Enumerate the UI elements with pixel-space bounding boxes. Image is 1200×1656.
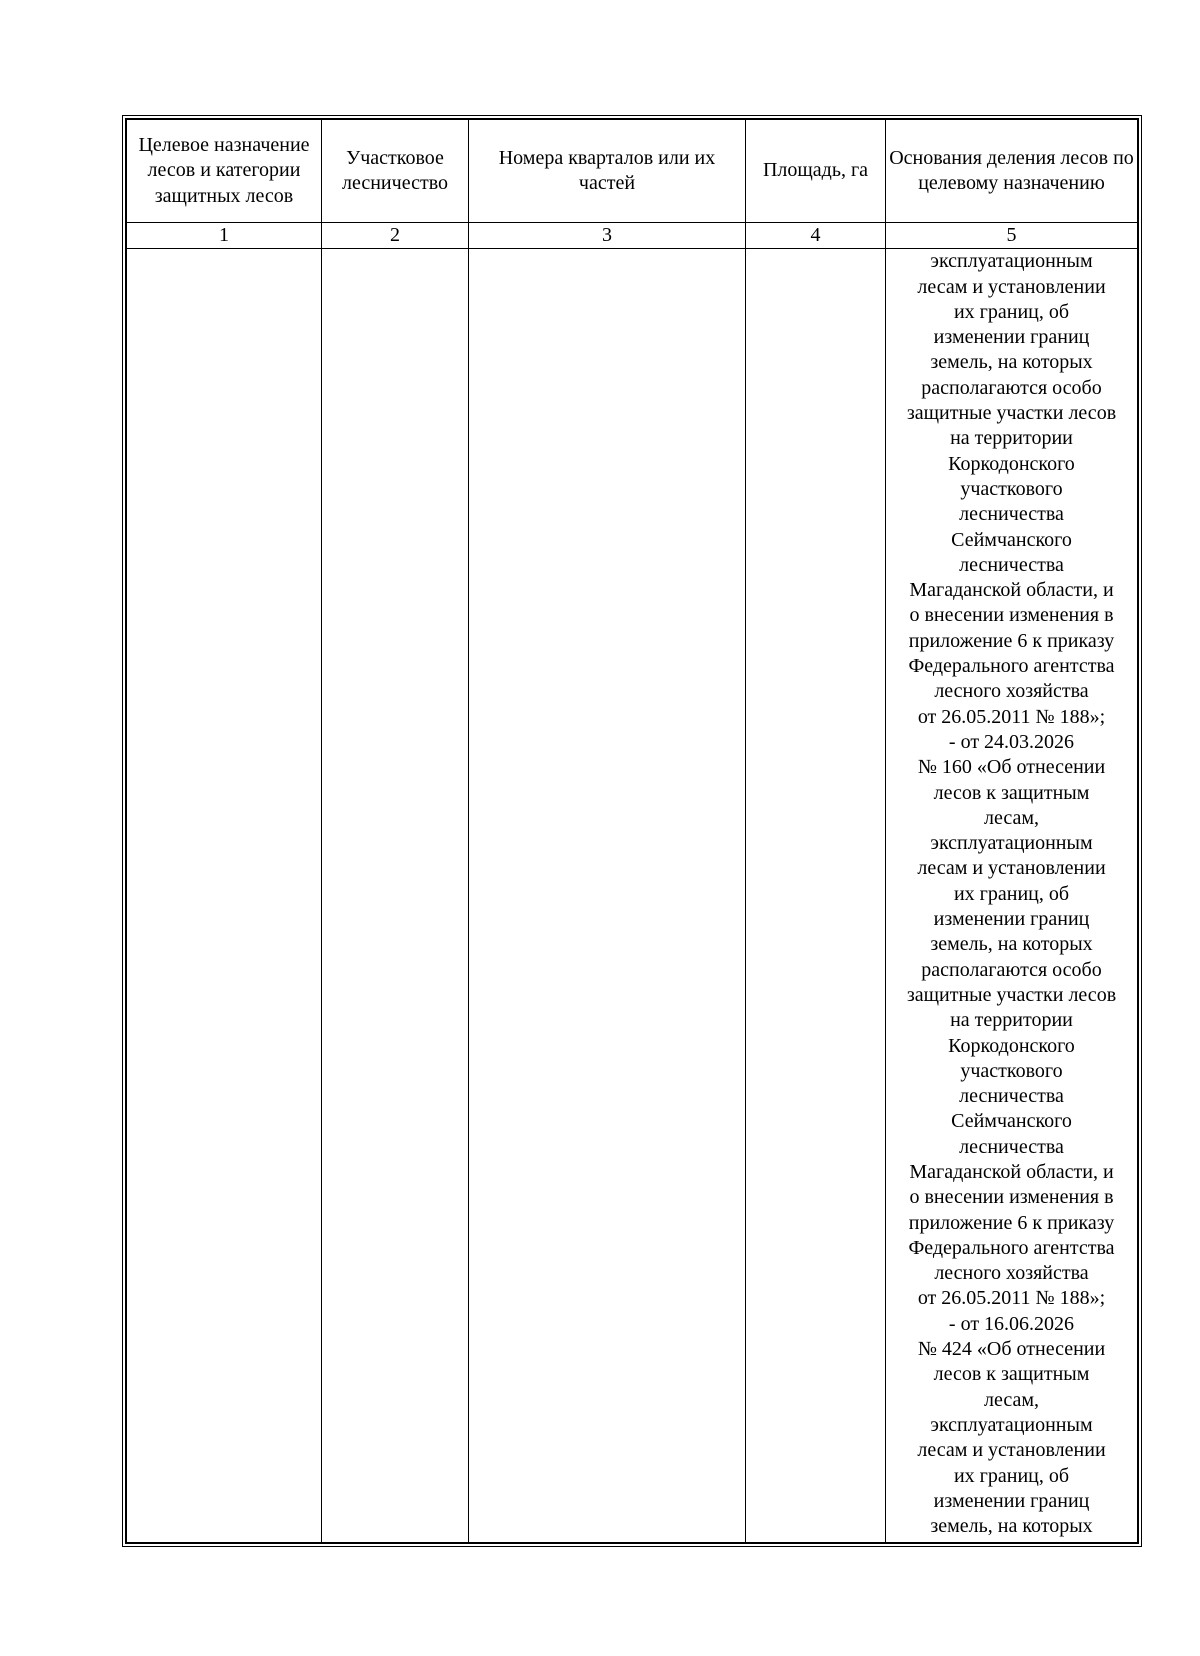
cell-quarters (469, 249, 746, 1543)
basis-line: лесного хозяйства (934, 680, 1089, 703)
basis-line: о внесении изменения в (909, 1186, 1114, 1209)
basis-line: на территории (950, 1009, 1073, 1032)
basis-line: Коркодонского (948, 1034, 1075, 1057)
basis-line: Сеймчанского (951, 1110, 1072, 1133)
basis-line: о внесении изменения в (909, 604, 1114, 627)
basis-line: участкового (960, 477, 1063, 500)
cell-basis (886, 249, 1138, 1543)
basis-line: лесам, (983, 806, 1039, 829)
forest-designation-table-frame (122, 115, 1142, 1547)
cell-area (746, 249, 886, 1543)
basis-line: - от 16.06.2026 (948, 1312, 1075, 1335)
basis-line: их границ, об (953, 300, 1070, 323)
basis-line: лесничества (959, 1135, 1064, 1158)
basis-line: от 26.05.2011 № 188»; (917, 1287, 1106, 1310)
basis-line: приложение 6 к приказу (908, 1211, 1115, 1234)
basis-line: № 160 «Об отнесении (917, 756, 1106, 779)
column-number-3: 3 (469, 223, 746, 249)
header-forestry: Участковое лесничество (322, 120, 469, 223)
basis-line: лесам, (983, 1388, 1039, 1411)
basis-line: Федерального агентства (908, 1236, 1115, 1259)
basis-line: лесов к защитным (933, 781, 1090, 804)
basis-line: изменении границ (933, 908, 1090, 931)
basis-line: изменении границ (933, 326, 1090, 349)
basis-line: защитные участки лесов (906, 402, 1117, 425)
column-number-5: 5 (886, 223, 1138, 249)
header-purpose: Целевое назначение лесов и категории защитных лесов (127, 120, 322, 223)
basis-line: располагаются особо (921, 376, 1102, 399)
basis-line: Магаданской области, и (909, 1160, 1114, 1183)
basis-line: лесам и установлении (917, 275, 1106, 298)
basis-line: лесничества (959, 553, 1064, 576)
forest-designation-table (126, 119, 1138, 1543)
basis-line: защитные участки лесов (906, 983, 1117, 1006)
header-row (127, 120, 1138, 223)
header-basis: Основания деления лесов по целевому назначению (886, 120, 1138, 223)
basis-line: на территории (950, 427, 1073, 450)
basis-line: № 424 «Об отнесении (917, 1338, 1106, 1361)
basis-line: лесничества (959, 1085, 1064, 1108)
table-row (127, 249, 1138, 1543)
basis-line: эксплуатационным (930, 832, 1093, 855)
column-number-4: 4 (746, 223, 886, 249)
basis-line: Федерального агентства (908, 655, 1115, 678)
basis-line: их границ, об (953, 882, 1070, 905)
basis-line: приложение 6 к приказу (908, 629, 1115, 652)
basis-line: эксплуатационным (930, 250, 1093, 273)
cell-purpose (127, 249, 322, 1543)
column-number-2: 2 (322, 223, 469, 249)
basis-line: эксплуатационным (930, 1413, 1093, 1436)
basis-line: земель, на которых (930, 933, 1093, 956)
basis-line: участкового (960, 1059, 1063, 1082)
basis-line: лесного хозяйства (934, 1262, 1089, 1285)
basis-line: лесам и установлении (917, 857, 1106, 880)
column-number-1: 1 (127, 223, 322, 249)
basis-line: Магаданской области, и (909, 579, 1114, 602)
basis-line: располагаются особо (921, 958, 1102, 981)
basis-text (886, 249, 1137, 1539)
basis-line: земель, на которых (930, 1515, 1093, 1538)
basis-line: лесничества (959, 503, 1064, 526)
basis-line: лесов к защитным (933, 1363, 1090, 1386)
basis-line: лесам и установлении (917, 1439, 1106, 1462)
basis-line: - от 24.03.2026 (948, 730, 1075, 753)
cell-forestry (322, 249, 469, 1543)
basis-line: изменении границ (933, 1489, 1090, 1512)
basis-line: Сеймчанского (951, 528, 1072, 551)
basis-line: от 26.05.2011 № 188»; (917, 705, 1106, 728)
basis-line: земель, на которых (930, 351, 1093, 374)
basis-line: Коркодонского (948, 452, 1075, 475)
column-number-row (127, 223, 1138, 249)
header-area: Площадь, га (746, 120, 886, 223)
basis-line: их границ, об (953, 1464, 1070, 1487)
header-quarters: Номера кварталов или их частей (469, 120, 746, 223)
